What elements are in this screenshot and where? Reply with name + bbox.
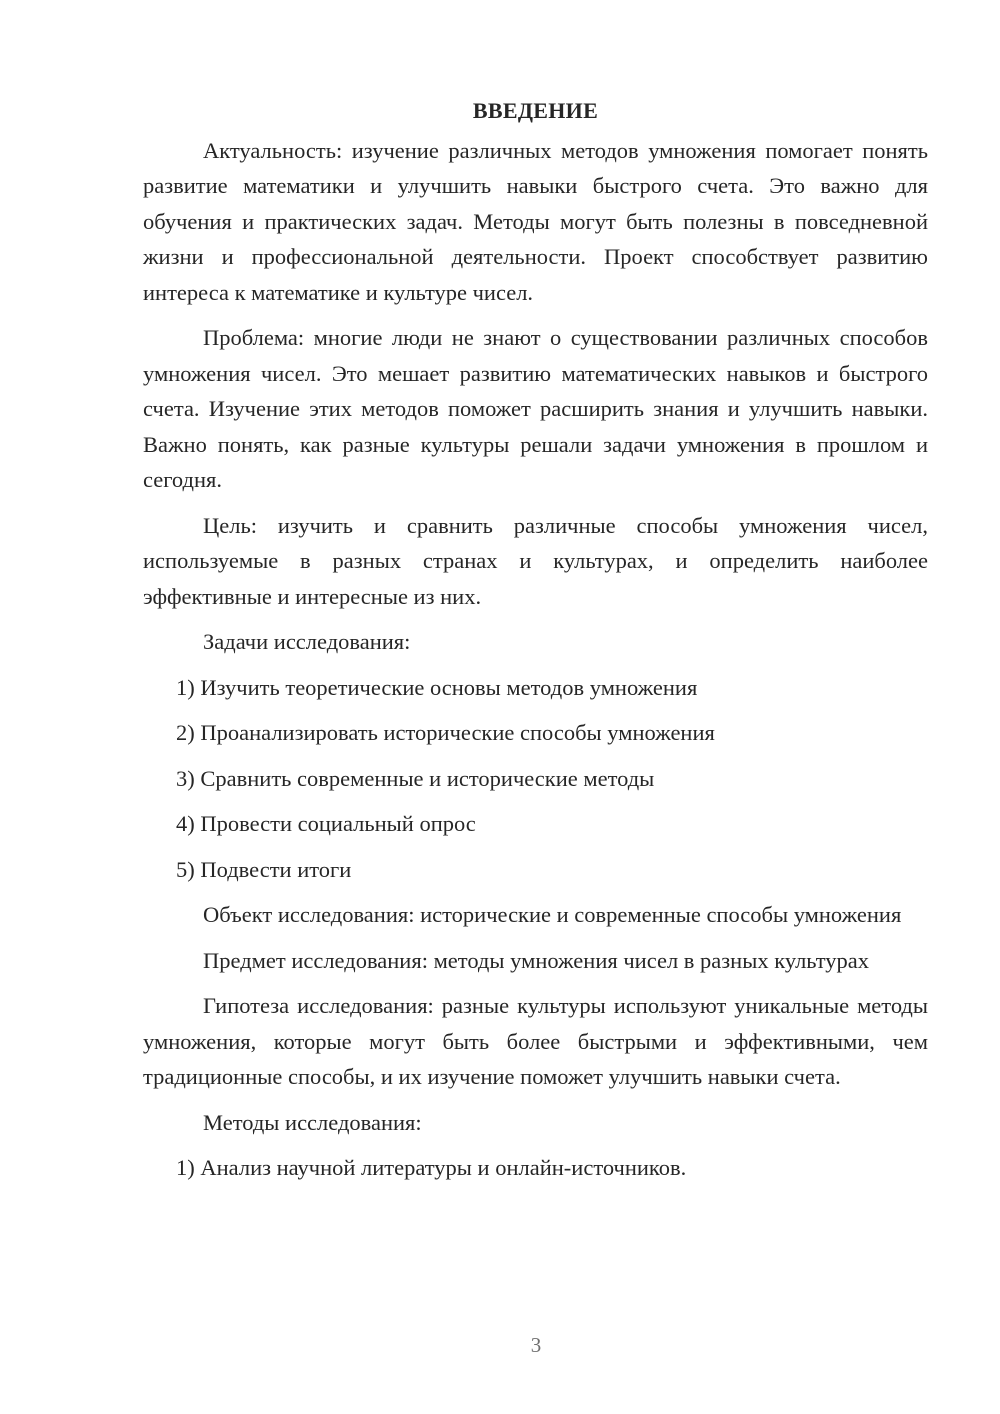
task-item-2: 2) Проанализировать исторические способы умножения [176, 720, 715, 745]
problem-paragraph: Проблема: многие люди не знают о существовании различных способов умножения чисел. Это мешает развитию математических навыков и быстрого счета. Изучение этих методов поможет расширить знания и улучшить навыки. Важно понять, как разные культуры решали задачи умножения в прошлом и сегодня. [143, 325, 928, 492]
page-title: ВВЕДЕНИЕ [472, 98, 599, 123]
relevance-paragraph: Актуальность: изучение различных методов умножения помогает понять развитие математики и улучшить навыки быстрого счета. Это важно для обучения и практических задач. Методы могут быть полезны в повседневной жизни и профессиональной деятельности. Проект способствует развитию интереса к математике и культуре чисел. [143, 137, 928, 305]
page-number: 3 [530, 1333, 542, 1357]
goal-paragraph: Цель: изучить и сравнить различные способы умножения чисел, используемые в разных странах и культурах, и определить наиболее эффективные и интересные из них. [143, 512, 928, 609]
task-item-5: 5) Подвести итоги [176, 856, 352, 882]
task-item-4: 4) Провести социальный опрос [176, 811, 476, 836]
tasks-heading: Задачи исследования: [203, 629, 411, 654]
task-item-1: 1) Изучить теоретические основы методов умножения [176, 674, 698, 700]
hypothesis-paragraph: Гипотеза исследования: разные культуры используют уникальные методы умножения, которые могут быть более быстрыми и эффективными, чем традиционные способы, и их изучение поможет улучшить навыки счета. [143, 993, 928, 1089]
task-item-3: 3) Сравнить современные и исторические методы [176, 765, 655, 791]
methods-heading: Методы исследования: [203, 1109, 422, 1135]
method-item-1: 1) Анализ научной литературы и онлайн-источников. [176, 1155, 687, 1180]
subject-paragraph: Предмет исследования: методы умножения чисел в разных культурах [203, 947, 869, 973]
document-page [143, 93, 928, 1196]
object-paragraph: Объект исследования: исторические и современные способы умножения [203, 902, 902, 927]
